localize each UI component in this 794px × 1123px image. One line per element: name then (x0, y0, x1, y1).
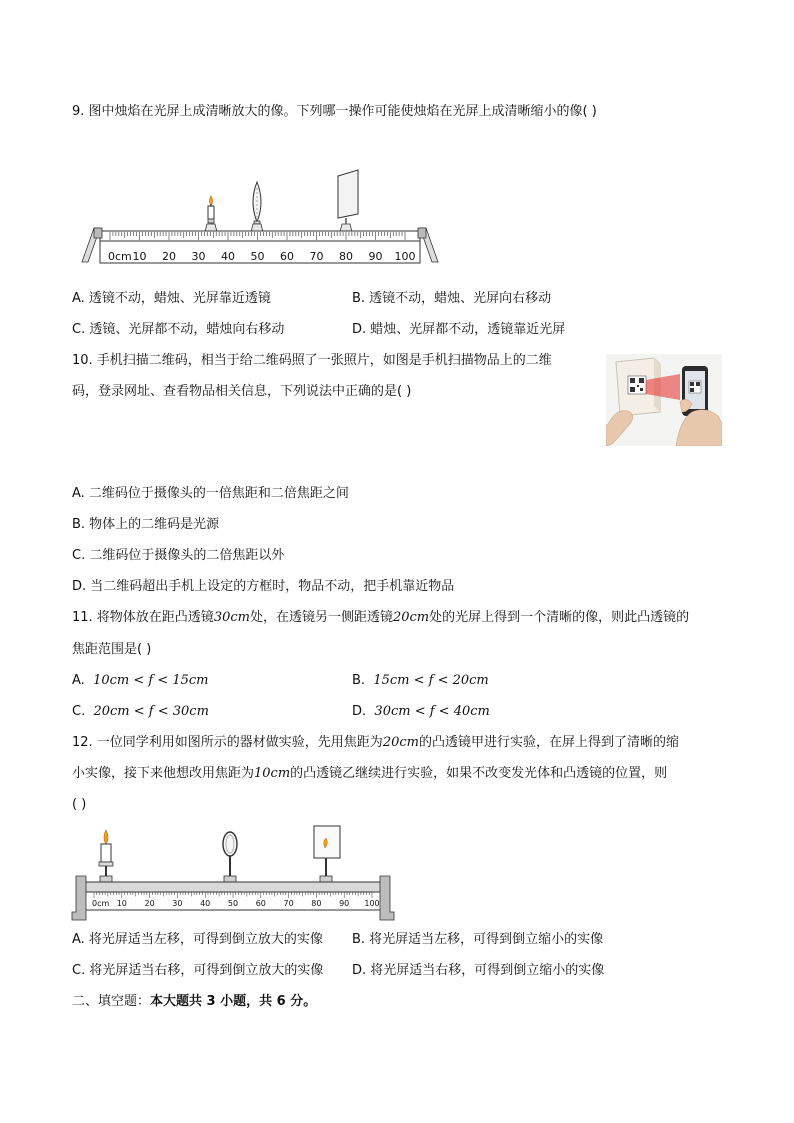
ruler-tick-label: 50 (227, 899, 239, 908)
q11-stem-line2: 焦距范围是( ) (72, 642, 152, 657)
light-screen-icon (338, 170, 358, 224)
q11-option-a: A. 10cm < f < 15cm (72, 673, 209, 688)
q11-option-b: B. 15cm < f < 20cm (352, 673, 489, 688)
candle-icon (208, 196, 214, 223)
q11-option-a-range: 10cm < f < 15cm (93, 673, 209, 688)
ruler-tick-label: 10 (116, 899, 127, 908)
q12-stem-line1: 12. 一位同学利用如图所示的器材做实验，先用焦距为20cm的凸透镜甲进行实验，在屏上得到了清晰的缩 (72, 735, 679, 750)
ruler-tick-label: 100 (364, 899, 380, 908)
q9-option-a: A. 透镜不动，蜡烛、光屏靠近透镜 (72, 291, 271, 306)
q12-option-a: A. 将光屏适当左移，可得到倒立放大的实像 (72, 932, 323, 947)
q11-option-d-range: 30cm < f < 40cm (374, 704, 490, 719)
q11-distance-object: 30cm (213, 610, 250, 625)
q11-option-c: C. 20cm < f < 30cm (72, 704, 209, 719)
q12-focal-length-a: 20cm (382, 735, 419, 750)
ruler-tick-label: 70 (309, 250, 324, 263)
q11-option-b-range: 15cm < f < 20cm (373, 673, 489, 688)
ruler-tick-label: 70 (283, 899, 294, 908)
q9-option-c: C. 透镜、光屏都不动，蜡烛向右移动 (72, 322, 285, 337)
ruler-tick-label: 30 (172, 899, 183, 908)
q11-text-c: 处的光屏上得到一个清晰的像，则此凸透镜的 (429, 610, 690, 625)
convex-lens-icon (223, 832, 237, 878)
section-2-title: 本大题共 3 小题，共 6 分。 (150, 994, 317, 1009)
ruler-tick-label: 60 (280, 250, 294, 263)
q10-stem-line2: 码，登录网址、查看物品相关信息，下列说法中正确的是( ) (72, 384, 412, 399)
candle-icon (99, 830, 113, 878)
q10-option-a: A. 二维码位于摄像头的一倍焦距和二倍焦距之间 (72, 486, 349, 501)
phone-scanning-qr-photo (606, 354, 722, 446)
section-2-heading (72, 992, 316, 1012)
ruler-tick-label: 20 (162, 250, 176, 263)
ruler-tick-label: 0cm (92, 899, 110, 908)
ruler-tick-label: 60 (255, 899, 266, 908)
q10-stem-line1: 10. 手机扫描二维码，相当于给二维码照了一张照片，如图是手机扫描物品上的二维 (72, 353, 552, 368)
ruler-tick-label: 100 (394, 250, 416, 263)
q12-optical-bench-figure (70, 824, 396, 926)
q9-stem: 9. 图中烛焰在光屏上成清晰放大的像。下列哪一操作可能使烛焰在光屏上成清晰缩小的像( ) (72, 104, 597, 119)
q12-stem-line3: ( ) (72, 797, 87, 812)
q11-option-d: D. 30cm < f < 40cm (352, 704, 490, 719)
q11-stem-line1 (72, 608, 689, 628)
ruler-tick-label: 10 (132, 250, 147, 263)
ruler-tick-label: 0cm (108, 250, 132, 263)
convex-lens-icon (253, 182, 261, 224)
q9-option-d: D. 蜡烛、光屏都不动，透镜靠近光屏 (352, 322, 566, 337)
q11-text-a: 11. 将物体放在距凸透镜 (72, 610, 214, 625)
q12-stem-line2: 小实像，接下来他想改用焦距为10cm的凸透镜乙继续进行实验，如果不改变发光体和凸透镜的位置，则 (72, 766, 668, 781)
q9-optical-bench-figure (80, 166, 440, 268)
q10-option-d: D. 当二维码超出手机上设定的方框时，物品不动，把手机靠近物品 (72, 579, 455, 594)
q9-option-b: B. 透镜不动，蜡烛、光屏向右移动 (352, 291, 552, 306)
ruler-tick-label: 40 (200, 899, 211, 908)
ruler-tick-label: 90 (339, 899, 350, 908)
section-2-prefix: 二、填空题： (72, 994, 151, 1009)
q10-option-b: B. 物体上的二维码是光源 (72, 517, 220, 532)
ruler-tick-label: 20 (144, 899, 155, 908)
ruler-tick-label: 80 (339, 250, 353, 263)
ruler-tick-label: 40 (221, 250, 235, 263)
q12-option-b: B. 将光屏适当左移，可得到倒立缩小的实像 (352, 932, 604, 947)
q11-text-b: 处，在透镜另一侧距透镜 (249, 610, 393, 625)
q12-option-d: D. 将光屏适当右移，可得到倒立缩小的实像 (352, 963, 605, 978)
q10-option-c: C. 二维码位于摄像头的二倍焦距以外 (72, 548, 285, 563)
ruler-tick-label: 30 (191, 250, 206, 263)
light-screen-icon (314, 826, 340, 878)
ruler-tick-label: 90 (368, 250, 383, 263)
q11-option-c-range: 20cm < f < 30cm (93, 704, 209, 719)
ruler-tick-label: 80 (311, 899, 322, 908)
q12-focal-length-b: 10cm (254, 766, 291, 781)
ruler-tick-label: 50 (250, 250, 265, 263)
q12-option-c: C. 将光屏适当右移，可得到倒立放大的实像 (72, 963, 324, 978)
q11-distance-image: 20cm (392, 610, 430, 625)
